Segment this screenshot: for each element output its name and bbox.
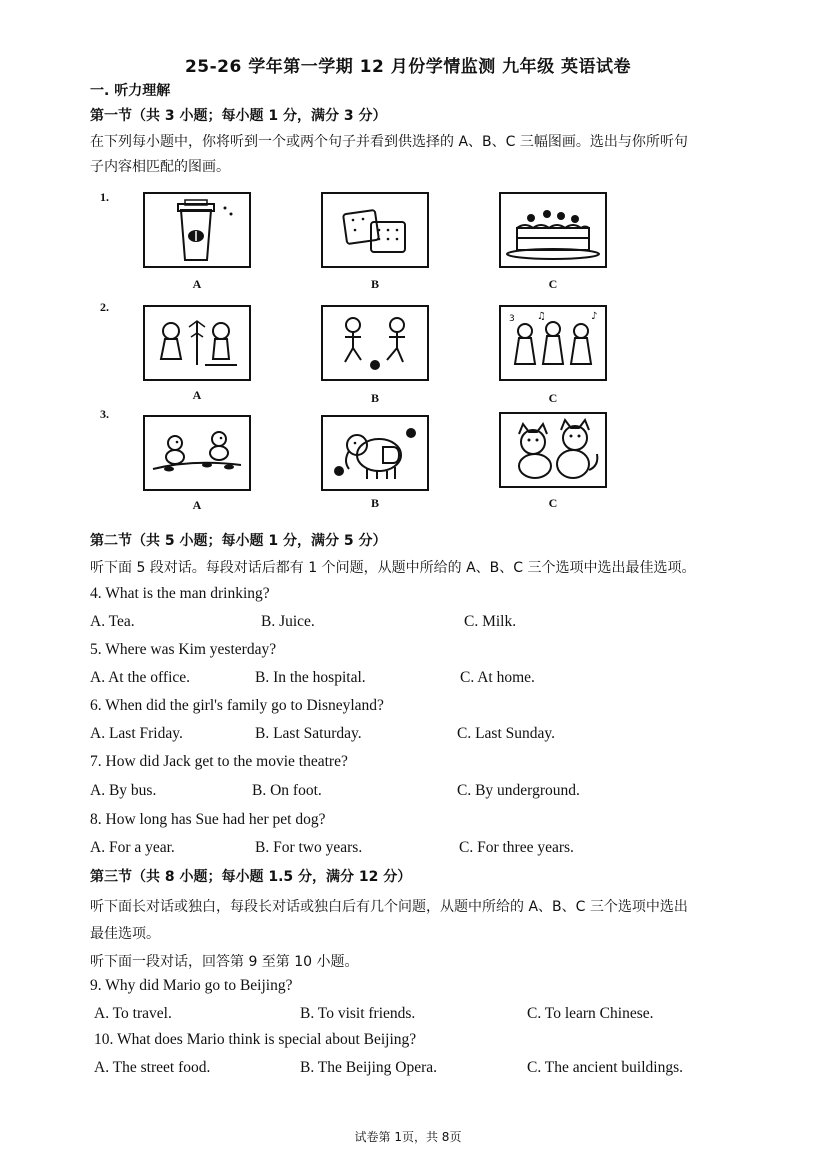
q7-option-b[interactable]: B. On foot. <box>252 782 322 799</box>
q8-option-b[interactable]: B. For two years. <box>255 839 363 856</box>
question-7: 7. How did Jack get to the movie theatre? <box>90 753 348 770</box>
option-letter: B <box>370 277 379 291</box>
elephant-with-balls-drawing <box>323 417 427 489</box>
cake-icon[interactable] <box>499 192 607 268</box>
q6-option-b[interactable]: B. Last Saturday. <box>255 725 362 742</box>
section1-heading: 第一节（共 3 小题；每小题 1 分，满分 3 分） <box>90 108 387 124</box>
question-5: 5. Where was Kim yesterday? <box>90 641 277 658</box>
soccer-players-drawing <box>323 307 427 379</box>
q10-option-c[interactable]: C. The ancient buildings. <box>527 1059 683 1076</box>
q5-option-c[interactable]: C. At home. <box>460 669 535 686</box>
q10-option-b[interactable]: B. The Beijing Opera. <box>300 1059 438 1076</box>
picture-question-number: 1. <box>100 190 109 204</box>
option-letter: B <box>370 496 379 510</box>
crackers-icon[interactable] <box>321 192 429 268</box>
singing-girls-drawing <box>501 307 605 379</box>
section1-instruction-line2: 子内容相匹配的图画。 <box>90 159 230 175</box>
option-letter: C <box>548 496 558 510</box>
option-letter: A <box>192 388 202 402</box>
question-9: 9. Why did Mario go to Beijing? <box>90 977 293 994</box>
svg-text:3: 3 <box>509 314 515 324</box>
question-10: 10. What does Mario think is special about Beijing? <box>94 1031 417 1048</box>
q8-option-c[interactable]: C. For three years. <box>459 839 574 856</box>
svg-text:♫: ♫ <box>537 311 546 322</box>
section3-instruction-line3: 听下面一段对话，回答第 9 至第 10 小题。 <box>90 954 359 970</box>
question-6: 6. When did the girl's family go to Disneyland? <box>90 697 384 714</box>
section2-heading: 第二节（共 5 小题；每小题 1 分，满分 5 分） <box>90 533 387 549</box>
section2-instruction: 听下面 5 段对话。每段对话后都有 1 个问题，从题中所给的 A、B、C 三个选项中选出最佳选项。 <box>90 560 696 576</box>
q4-option-b[interactable]: B. Juice. <box>261 613 315 630</box>
picture-question-number: 3. <box>100 407 109 421</box>
section3-instruction-line1: 听下面长对话或独白，每段长对话或独白后有几个问题，从题中所给的 A、B、C 三个选项中选出 <box>90 899 688 915</box>
elephant-with-balls-icon[interactable] <box>321 415 429 491</box>
crackers-drawing <box>323 194 427 266</box>
question-4: 4. What is the man drinking? <box>90 585 270 602</box>
page-footer: 试卷第 1页，共 8页 <box>354 1130 462 1144</box>
option-letter: C <box>548 391 558 405</box>
cake-drawing <box>501 194 605 266</box>
singing-girls-icon[interactable] <box>499 305 607 381</box>
q7-option-c[interactable]: C. By underground. <box>457 782 580 799</box>
picture-question-number: 2. <box>100 300 109 314</box>
coffee-cup-drawing <box>145 194 249 266</box>
section3-heading: 第三节（共 8 小题；每小题 1.5 分，满分 12 分） <box>90 869 412 885</box>
q9-option-a[interactable]: A. To travel. <box>94 1005 172 1022</box>
q5-option-a[interactable]: A. At the office. <box>90 669 191 686</box>
q6-option-c[interactable]: C. Last Sunday. <box>457 725 556 742</box>
section1-instruction-line1: 在下列每小题中，你将听到一个或两个句子并看到供选择的 A、B、C 三幅图画。选出与你所听句 <box>90 134 688 150</box>
exam-title: 25-26 学年第一学期 12 月份学情监测 九年级 英语试卷 <box>184 57 632 77</box>
tree-planting-drawing <box>145 307 249 379</box>
option-letter: A <box>192 498 202 512</box>
svg-text:♪: ♪ <box>591 311 598 322</box>
question-8: 8. How long has Sue had her pet dog? <box>90 811 326 828</box>
q10-option-a[interactable]: A. The street food. <box>94 1059 211 1076</box>
section3-instruction-line2: 最佳选项。 <box>90 926 160 942</box>
q4-option-c[interactable]: C. Milk. <box>464 613 517 630</box>
option-letter: B <box>370 391 379 405</box>
q4-option-a[interactable]: A. Tea. <box>90 613 135 630</box>
q9-option-c[interactable]: C. To learn Chinese. <box>527 1005 654 1022</box>
q8-option-a[interactable]: A. For a year. <box>90 839 175 856</box>
tree-planting-icon[interactable] <box>143 305 251 381</box>
q6-option-a[interactable]: A. Last Friday. <box>90 725 183 742</box>
cats-drawing <box>501 414 605 486</box>
birds-on-branch-icon[interactable] <box>143 415 251 491</box>
cats-icon[interactable] <box>499 412 607 488</box>
part-heading: 一. 听力理解 <box>90 83 171 99</box>
option-letter: C <box>548 277 558 291</box>
q5-option-b[interactable]: B. In the hospital. <box>255 669 366 686</box>
q9-option-b[interactable]: B. To visit friends. <box>300 1005 416 1022</box>
birds-on-branch-drawing <box>145 417 249 489</box>
coffee-cup-icon[interactable] <box>143 192 251 268</box>
q7-option-a[interactable]: A. By bus. <box>90 782 157 799</box>
option-letter: A <box>192 277 202 291</box>
soccer-players-icon[interactable] <box>321 305 429 381</box>
